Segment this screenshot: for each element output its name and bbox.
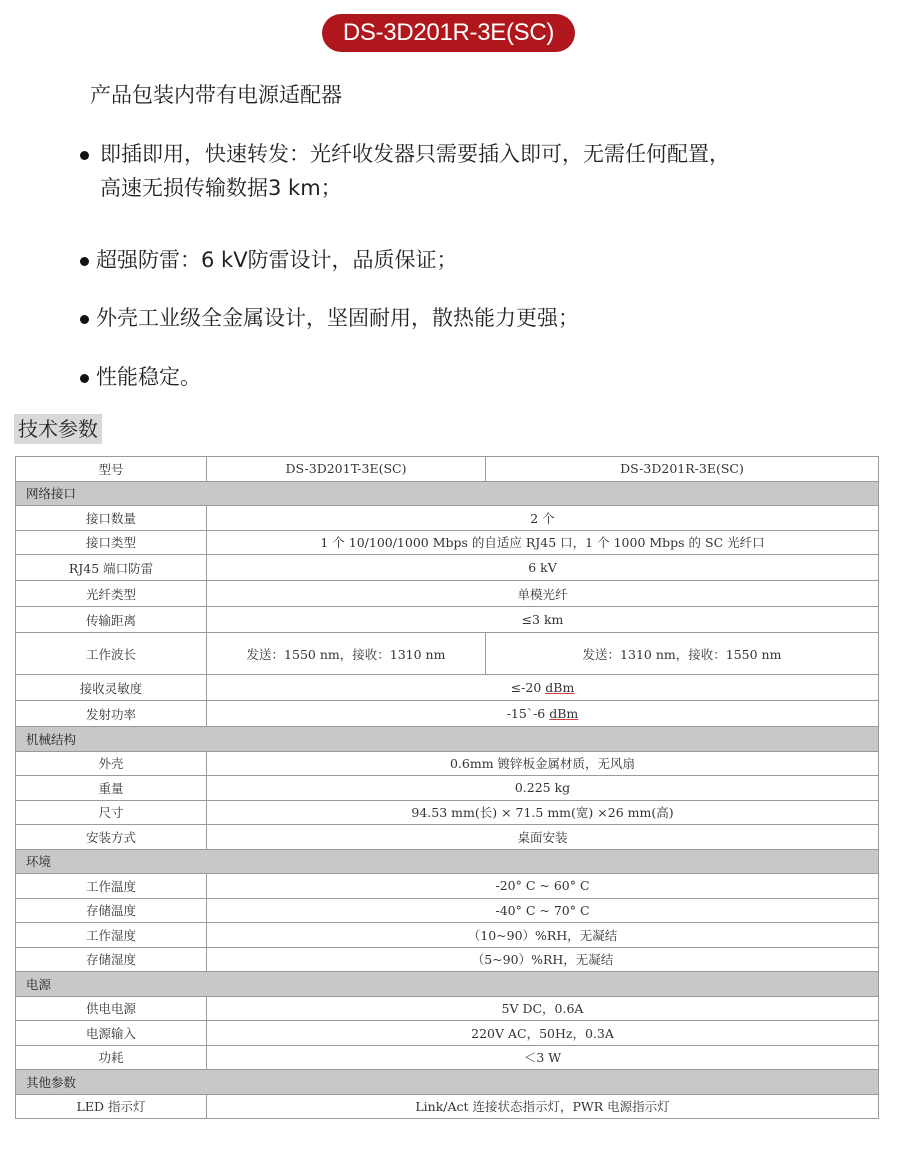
header-col-transmitter: DS-3D201T-3E(SC)	[207, 457, 486, 482]
feature-item	[80, 360, 201, 394]
bullet-icon	[80, 257, 89, 266]
table-header-row	[16, 457, 879, 482]
header-col-receiver: DS-3D201R-3E(SC)	[486, 457, 879, 482]
value-unit: dBm	[549, 706, 579, 721]
table-row	[16, 581, 879, 607]
row-label: 发射功率	[16, 701, 207, 727]
bullet-icon	[80, 151, 89, 160]
row-value: 220V AC，50Hz，0.3A	[207, 1021, 879, 1046]
group-row-environment	[16, 849, 879, 874]
feature-text: 性能稳定。	[96, 365, 201, 389]
row-label: 重量	[16, 776, 207, 801]
row-label: 尺寸	[16, 800, 207, 825]
table-row	[16, 1045, 879, 1070]
row-label: 工作温度	[16, 874, 207, 899]
model-title-badge: DS-3D201R-3E(SC)	[322, 14, 575, 52]
table-row	[16, 506, 879, 531]
table-row	[16, 923, 879, 948]
group-label: 机械结构	[16, 727, 879, 752]
row-label: 接收灵敏度	[16, 675, 207, 701]
row-label: 工作湿度	[16, 923, 207, 948]
row-label: 电源输入	[16, 1021, 207, 1046]
row-value: 6 kV	[207, 555, 879, 581]
row-value: 0.6mm 镀锌板金属材质，无风扇	[207, 751, 879, 776]
spec-table	[15, 456, 879, 1119]
row-label: 工作波长	[16, 633, 207, 675]
row-value: -40° C ~ 70° C	[207, 898, 879, 923]
row-label: 安装方式	[16, 825, 207, 850]
feature-text: 外壳工业级全金属设计，坚固耐用，散热能力更强；	[96, 306, 579, 330]
row-label: 供电电源	[16, 996, 207, 1021]
row-value: 94.53 mm(长) × 71.5 mm(宽) ×26 mm(高)	[207, 800, 879, 825]
row-label: 外壳	[16, 751, 207, 776]
table-row	[16, 996, 879, 1021]
row-value: 0.225 kg	[207, 776, 879, 801]
table-row	[16, 607, 879, 633]
table-row	[16, 874, 879, 899]
table-row	[16, 800, 879, 825]
row-value: ≤3 km	[207, 607, 879, 633]
value-number: -15`-6	[506, 706, 550, 721]
bullet-icon	[80, 315, 89, 324]
row-label: LED 指示灯	[16, 1094, 207, 1119]
group-label: 环境	[16, 849, 879, 874]
row-value: 单模光纤	[207, 581, 879, 607]
value-number: ≤-20	[510, 680, 546, 695]
group-label: 其他参数	[16, 1070, 879, 1095]
table-row	[16, 898, 879, 923]
row-label: 接口数量	[16, 506, 207, 531]
row-value: （10~90）%RH，无凝结	[207, 923, 879, 948]
value-unit: dBm	[545, 680, 575, 695]
feature-text-continued: 高速无损传输数据3 km；	[100, 176, 342, 200]
group-row-network	[16, 481, 879, 506]
header-label: 型号	[16, 457, 207, 482]
row-value: ＜3 W	[207, 1045, 879, 1070]
spec-section-heading: 技术参数	[14, 414, 102, 444]
feature-text: 超强防雷：6 kV防雷设计，品质保证；	[96, 248, 458, 272]
row-value: 桌面安装	[207, 825, 879, 850]
row-label: 传输距离	[16, 607, 207, 633]
row-value-receiver: 发送：1310 nm，接收：1550 nm	[486, 633, 879, 675]
row-value	[207, 675, 879, 701]
row-label: 功耗	[16, 1045, 207, 1070]
row-label: 存储湿度	[16, 947, 207, 972]
group-label: 网络接口	[16, 481, 879, 506]
table-row	[16, 675, 879, 701]
table-row	[16, 633, 879, 675]
row-label: 存储温度	[16, 898, 207, 923]
row-value: 2 个	[207, 506, 879, 531]
row-value: Link/Act 连接状态指示灯，PWR 电源指示灯	[207, 1094, 879, 1119]
group-row-power	[16, 972, 879, 997]
feature-item	[80, 137, 730, 205]
table-row	[16, 751, 879, 776]
feature-item	[80, 301, 579, 335]
row-value: 1 个 10/100/1000 Mbps 的自适应 RJ45 口，1 个 1000 Mbps 的 SC 光纤口	[207, 530, 879, 555]
group-row-other	[16, 1070, 879, 1095]
row-value: 5V DC，0.6A	[207, 996, 879, 1021]
row-value: -20° C ~ 60° C	[207, 874, 879, 899]
table-row	[16, 947, 879, 972]
row-value-transmitter: 发送：1550 nm，接收：1310 nm	[207, 633, 486, 675]
row-label: RJ45 端口防雷	[16, 555, 207, 581]
table-row	[16, 701, 879, 727]
table-row	[16, 1094, 879, 1119]
row-label: 接口类型	[16, 530, 207, 555]
group-row-mechanical	[16, 727, 879, 752]
feature-text: 即插即用，快速转发：光纤收发器只需要插入即可，无需任何配置，	[100, 142, 730, 166]
feature-item	[80, 243, 458, 277]
table-row	[16, 530, 879, 555]
table-row	[16, 1021, 879, 1046]
row-value: （5~90）%RH，无凝结	[207, 947, 879, 972]
row-value	[207, 701, 879, 727]
table-row	[16, 776, 879, 801]
package-note: 产品包装内带有电源适配器	[90, 83, 342, 107]
table-row	[16, 825, 879, 850]
row-label: 光纤类型	[16, 581, 207, 607]
group-label: 电源	[16, 972, 879, 997]
bullet-icon	[80, 374, 89, 383]
table-row	[16, 555, 879, 581]
